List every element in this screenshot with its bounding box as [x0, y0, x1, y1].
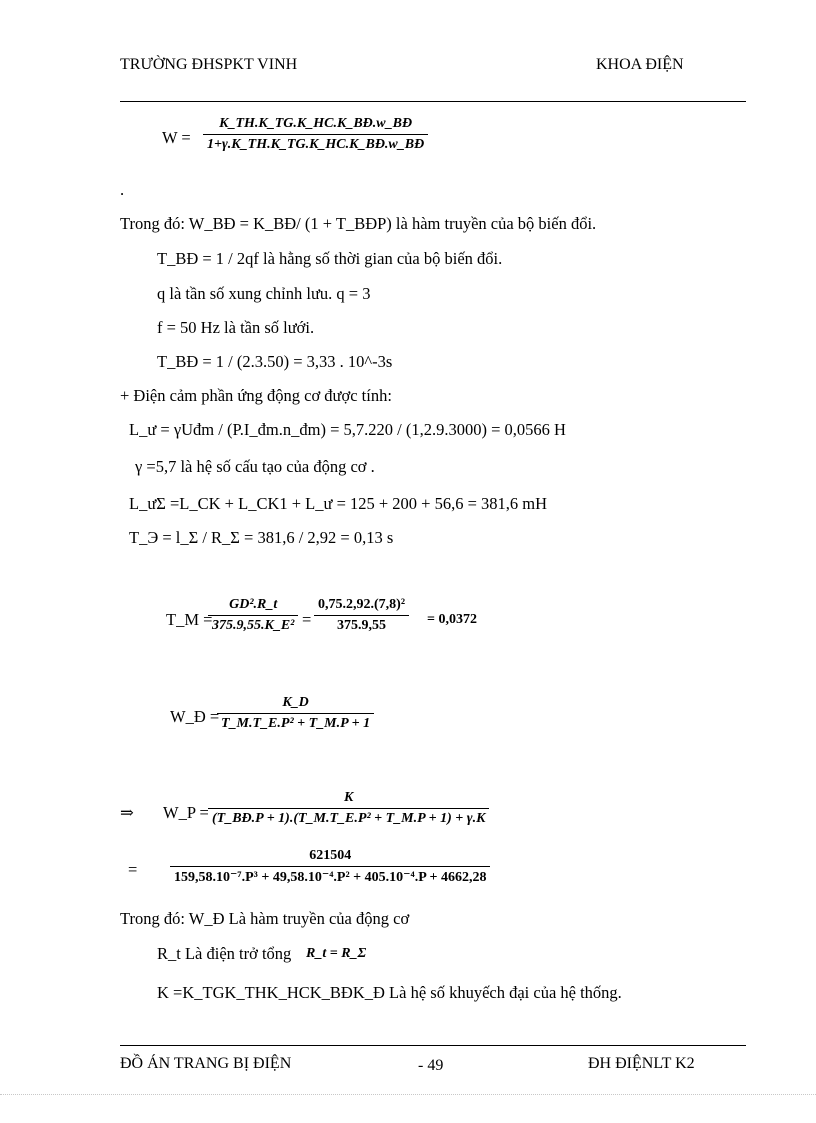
eq-wd-fraction: [217, 695, 374, 732]
eq-tm-denominator-1: 375.9,55.K_E²: [212, 618, 295, 633]
eq-w-denominator: 1+γ.K_TH.K_TG.K_HC.K_BĐ.w_BĐ: [207, 137, 425, 152]
tail-line-3: K =K_TGK_THK_HCK_BĐK_Đ Là hệ số khuyếch đại của hệ thống.: [157, 983, 622, 1002]
eq-w-numerator: K_TH.K_TG.K_HC.K_BĐ.w_BĐ: [203, 116, 428, 135]
header-left: TRƯỜNG ĐHSPKT VINH: [120, 56, 298, 73]
eq-tm-result: = 0,0372: [427, 612, 477, 627]
page-bottom-border: [0, 1094, 816, 1095]
footer-right: ĐH ĐIỆNLT K2: [588, 1055, 695, 1072]
line-2: T_BĐ = 1 / 2qf là hằng số thời gian của bộ biến đổi.: [157, 249, 503, 268]
line-9: L_ưΣ =L_CK + L_CK1 + L_ư = 125 + 200 + 56,6 = 381,6 mH: [129, 494, 548, 513]
eq-w-lhs: W =: [162, 128, 191, 147]
line-3: q là tần số xung chỉnh lưu. q = 3: [157, 284, 371, 303]
stray-dot: .: [120, 180, 125, 199]
eq-wd-lhs: W_Đ =: [170, 707, 220, 726]
eq-wp-fraction: [208, 790, 489, 827]
eq-wp2-denominator: 159,58.10⁻⁷.P³ + 49,58.10⁻⁴.P² + 405.10⁻⁴.P + 4662,28: [174, 870, 487, 885]
header-right: KHOA ĐIỆN: [596, 56, 684, 73]
eq-wp-denominator: (T_BĐ.P + 1).(T_M.T_E.P² + T_M.P + 1) + γ.K: [212, 811, 486, 826]
eq-wp-numerator: K: [208, 790, 489, 809]
line-6: + Điện cảm phần ứng động cơ được tính:: [120, 386, 392, 405]
eq-tm-fraction-2: [314, 597, 409, 634]
eq-tm-numerator-1: GD².R_t: [208, 597, 298, 616]
footer-rule: [120, 1045, 746, 1046]
implies-arrow: ⇒: [120, 803, 134, 822]
eq-wp2-equals: =: [128, 860, 138, 879]
line-1: Trong đó: W_BĐ = K_BĐ/ (1 + T_BĐP) là hàm truyền của bộ biến đổi.: [120, 214, 597, 233]
eq-tm-denominator-2: 375.9,55: [337, 618, 387, 633]
eq-wp-lhs: W_P =: [163, 803, 209, 822]
line-7: L_ư = γUđm / (P.I_đm.n_đm) = 5,7.220 / (1,2.9.3000) = 0,0566 H: [129, 420, 566, 439]
line-8: γ =5,7 là hệ số cấu tạo của động cơ .: [135, 457, 375, 476]
tail-line-2-equation: R_t = R_Σ: [306, 946, 367, 961]
page-number: - 49: [418, 1057, 444, 1074]
eq-tm-fraction-1: [208, 597, 298, 634]
footer-left: ĐỒ ÁN TRANG BỊ ĐIỆN: [120, 1055, 292, 1072]
eq-tm-equals: =: [302, 610, 312, 629]
eq-wd-denominator: T_M.T_E.P² + T_M.P + 1: [221, 716, 371, 731]
tail-line-1: Trong đó: W_Đ Là hàm truyền của động cơ: [120, 909, 410, 928]
line-5: T_BĐ = 1 / (2.3.50) = 3,33 . 10^-3s: [157, 352, 393, 371]
tail-line-2: R_t Là điện trở tổng: [157, 944, 292, 963]
line-4: f = 50 Hz là tần số lưới.: [157, 318, 315, 337]
eq-w-fraction: [203, 116, 428, 153]
header-rule: [120, 101, 746, 102]
eq-tm-lhs: T_M =: [166, 610, 213, 629]
eq-wp2-numerator: 621504: [170, 848, 490, 867]
line-10: T_Э = l_Σ / R_Σ = 381,6 / 2,92 = 0,13 s: [129, 528, 394, 547]
eq-wp2-fraction: [170, 848, 490, 886]
eq-tm-numerator-2: 0,75.2,92.(7,8)²: [314, 597, 409, 616]
eq-wd-numerator: K_D: [217, 695, 374, 714]
